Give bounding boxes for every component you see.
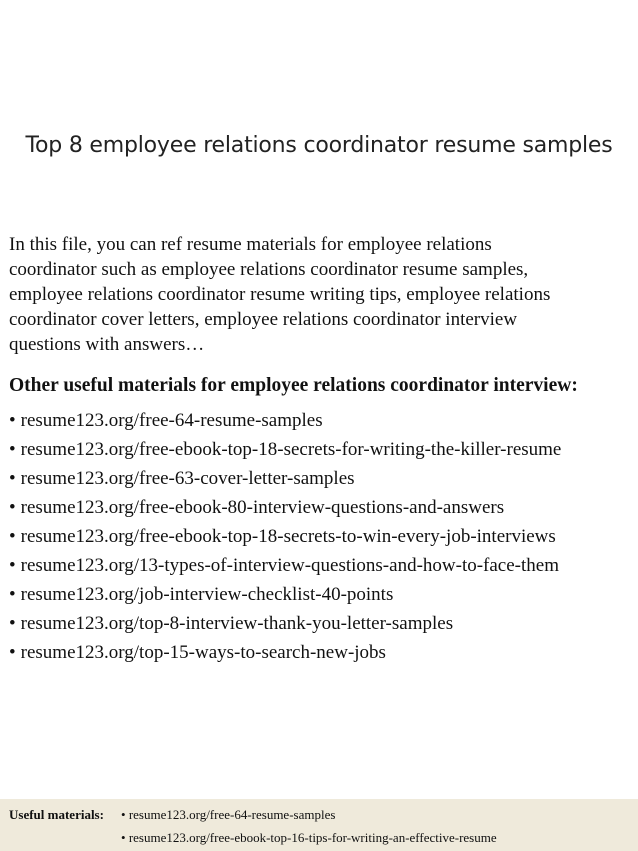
list-item — [9, 580, 634, 609]
bullet-icon: • — [9, 439, 16, 460]
footer-link[interactable] — [121, 830, 497, 846]
list-item — [9, 435, 634, 464]
material-link[interactable]: resume123.org/free-63-cover-letter-samples — [20, 468, 355, 489]
material-link[interactable]: resume123.org/free-ebook-80-interview-questions-and-answers — [20, 497, 505, 518]
list-item — [9, 493, 634, 522]
material-link[interactable]: resume123.org/free-ebook-top-18-secrets-for-writing-the-killer-resume — [20, 439, 562, 460]
material-link[interactable]: resume123.org/13-types-of-interview-questions-and-how-to-face-them — [20, 555, 559, 576]
list-item — [9, 551, 634, 580]
material-link[interactable]: resume123.org/top-15-ways-to-search-new-jobs — [20, 642, 386, 663]
materials-link-list — [9, 406, 634, 667]
bullet-icon: • — [9, 584, 16, 605]
footer-label — [9, 807, 104, 823]
bullet-icon: • — [9, 555, 16, 576]
page-title: Top 8 employee relations coordinator resume samples — [25, 133, 613, 158]
material-link[interactable]: resume123.org/job-interview-checklist-40-points — [20, 584, 394, 605]
material-link[interactable]: resume123.org/free-64-resume-samples — [20, 410, 323, 431]
footer-link-text[interactable]: resume123.org/free-64-resume-samples — [128, 807, 336, 822]
bullet-icon: • — [121, 807, 126, 822]
list-item — [9, 464, 634, 493]
bullet-icon: • — [9, 468, 16, 489]
bullet-icon: • — [9, 526, 16, 547]
materials-heading: Other useful materials for employee relations coordinator interview: — [9, 375, 578, 396]
footer-label-separator: : — [99, 807, 104, 822]
material-link[interactable]: resume123.org/top-8-interview-thank-you-letter-samples — [20, 613, 454, 634]
list-item — [9, 638, 634, 667]
bullet-icon: • — [9, 642, 16, 663]
footer-link[interactable] — [121, 807, 335, 823]
bullet-icon: • — [121, 830, 126, 845]
footer-label-text: Useful materials — [9, 807, 100, 822]
bullet-icon: • — [9, 410, 16, 431]
list-item — [9, 406, 634, 435]
list-item — [9, 609, 634, 638]
material-link[interactable]: resume123.org/free-ebook-top-18-secrets-to-win-every-job-interviews — [20, 526, 556, 547]
intro-paragraph: In this file, you can ref resume materials for employee relations coordinator such as employee relations coordinator resume samples, employee relations coordinator resume writing tips, employee relations coordinator cover letters, employee relations coordinator interview questions with answers… — [9, 234, 551, 355]
footer-bar — [0, 799, 638, 851]
bullet-icon: • — [9, 497, 16, 518]
footer-link-text[interactable]: resume123.org/free-ebook-top-16-tips-for-writing-an-effective-resume — [128, 830, 497, 845]
list-item — [9, 522, 634, 551]
bullet-icon: • — [9, 613, 16, 634]
